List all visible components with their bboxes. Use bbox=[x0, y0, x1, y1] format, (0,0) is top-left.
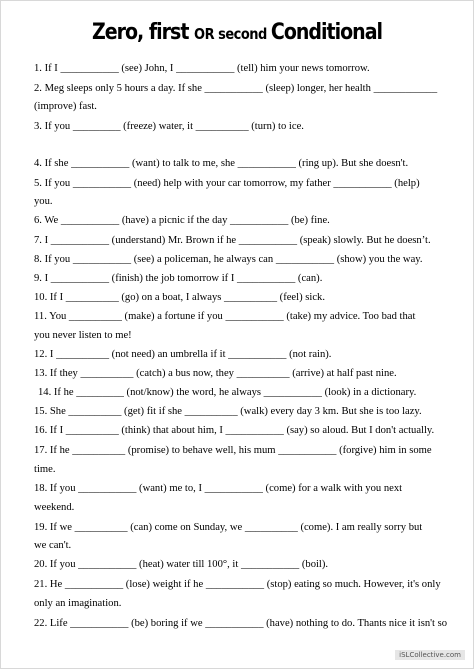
exercise-line: 13. If they __________ (catch) a bus now, they __________ (arrive) at half past nine. bbox=[34, 368, 397, 379]
exercise-line: 14. If he _________ (not/know) the word, he always ___________ (look) in a dictionary. bbox=[38, 387, 417, 398]
exercise-line: 7. I ___________ (understand) Mr. Brown if he ___________ (speak) slowly. But he doesn’t. bbox=[34, 235, 431, 246]
exercise-line: we can't. bbox=[34, 540, 72, 551]
title-part-1: Zero, first bbox=[91, 19, 195, 45]
page-title bbox=[1, 19, 473, 44]
exercise-line: 10. If I __________ (go) on a boat, I always __________ (feel) sick. bbox=[34, 292, 325, 303]
exercise-line: 16. If I __________ (think) that about him, I ___________ (say) so aloud. But I don't actually. bbox=[34, 425, 435, 436]
exercise-line: 5. If you ___________ (need) help with your car tomorrow, my father ___________ (help) bbox=[34, 178, 420, 189]
exercise-line: 1. If I ___________ (see) John, I ___________ (tell) him your news tomorrow. bbox=[34, 63, 370, 74]
exercise-line: 6. We ___________ (have) a picnic if the day ___________ (be) fine. bbox=[34, 215, 330, 226]
exercise-line: you never listen to me! bbox=[34, 330, 132, 341]
exercise-line: only an imagination. bbox=[34, 598, 122, 609]
exercise-line: 19. If we __________ (can) come on Sunday, we __________ (come). I am really sorry but bbox=[34, 522, 423, 533]
watermark-link[interactable]: iSLCollective.com bbox=[395, 650, 465, 660]
title-part-2: OR bbox=[194, 26, 215, 44]
exercise-line: 3. If you _________ (freeze) water, it __________ (turn) to ice. bbox=[34, 121, 304, 132]
exercise-line: 18. If you ___________ (want) me to, I ___________ (come) for a walk with you next bbox=[34, 483, 403, 494]
exercise-line: 11. You __________ (make) a fortune if you ___________ (take) my advice. Too bad that bbox=[34, 311, 416, 322]
exercise-line: 9. I ___________ (finish) the job tomorrow if I ___________ (can). bbox=[34, 273, 323, 284]
exercise-line: 22. Life ___________ (be) boring if we ___________ (have) nothing to do. Thants nice it isn't so bbox=[34, 618, 448, 629]
exercise-line: 8. If you ___________ (see) a policeman, he always can ___________ (show) you the way. bbox=[34, 254, 423, 265]
exercise-line: 15. She __________ (get) fit if she __________ (walk) every day 3 km. But she is too lazy. bbox=[34, 406, 422, 417]
title-part-4: Conditional bbox=[270, 19, 383, 45]
exercise-line: time. bbox=[34, 464, 56, 475]
exercise-line: weekend. bbox=[34, 502, 75, 513]
exercise-line: 20. If you ___________ (heat) water till 100°, it ___________ (boil). bbox=[34, 559, 329, 570]
exercise-line: 17. If he __________ (promise) to behave well, his mum ___________ (forgive) him in some bbox=[34, 445, 432, 456]
exercise-line: 12. I __________ (not need) an umbrella if it ___________ (not rain). bbox=[34, 349, 332, 360]
exercise-line: (improve) fast. bbox=[34, 101, 97, 112]
exercise-line: 4. If she ___________ (want) to talk to me, she ___________ (ring up). But she doesn't. bbox=[34, 158, 409, 169]
exercise-line: 21. He ___________ (lose) weight if he ___________ (stop) eating so much. However, it's only bbox=[34, 579, 441, 590]
exercise-line: you. bbox=[34, 196, 53, 207]
title-part-3: second bbox=[214, 26, 271, 44]
exercise-line: 2. Meg sleeps only 5 hours a day. If she ___________ (sleep) longer, her health ____________ bbox=[34, 83, 438, 94]
